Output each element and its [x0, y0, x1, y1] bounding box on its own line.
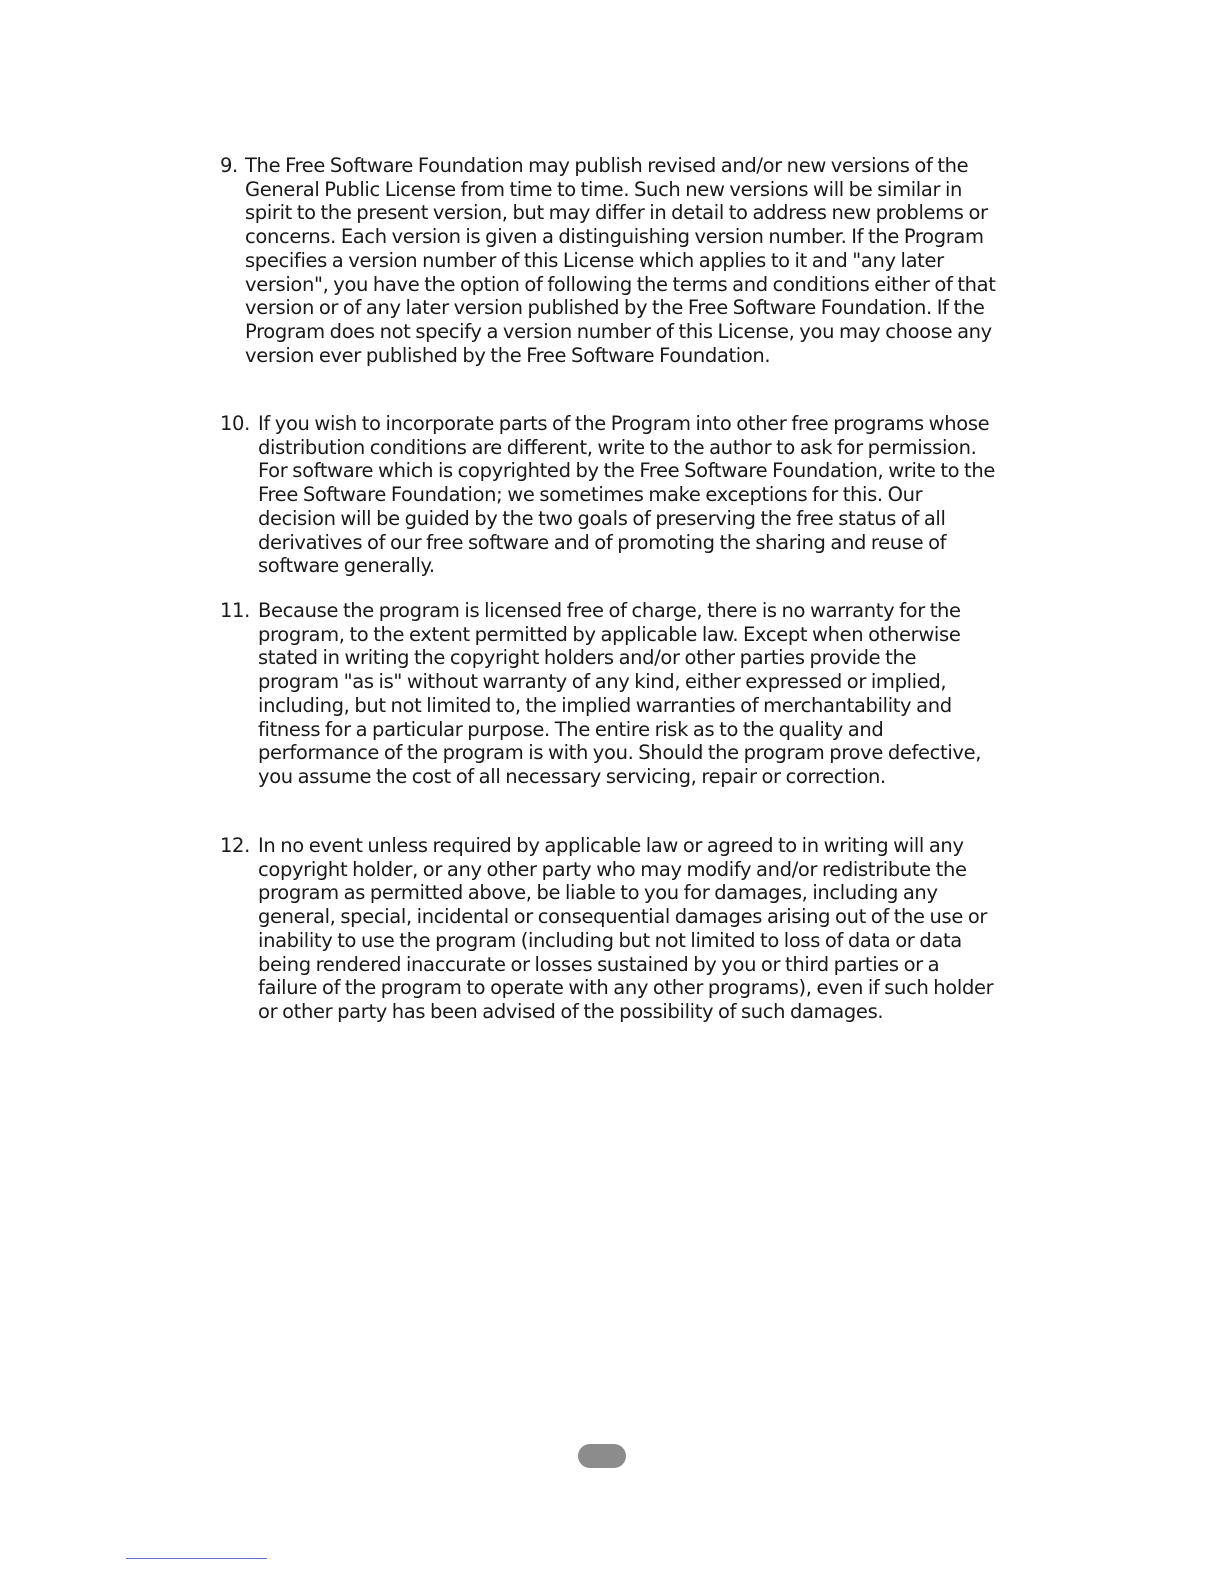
clause-11 — [220, 599, 1000, 789]
clause-9 — [220, 154, 1000, 367]
clause-10 — [220, 412, 1000, 578]
clause-number: 11. — [220, 599, 250, 622]
clause-12 — [220, 834, 1000, 1024]
clause-text: The Free Software Foundation may publish revised and/or new versions of the General Public License from time to time. Such new versions will be similar in spirit to the present version, but may differ in detail to address new problems or concerns. Each version is given a distinguishing version number. If the Program specifies a version number of this License which applies to it and "any later version", you have the option of following the terms and conditions either of that version or of any later version published by the Free Software Foundation. If the Program does not specify a version number of this License, you may choose any version ever published by the Free Software Foundation. — [245, 154, 996, 367]
clause-number: 9. — [220, 154, 238, 177]
footer-rule — [126, 1558, 267, 1559]
clause-text: If you wish to incorporate parts of the Program into other free programs whose distribution conditions are different, write to the author to ask for permission. For software which is copyrighted by the Free Software Foundation, write to the Free Software Foundation; we sometimes make exceptions for this. Our decision will be guided by the two goals of preserving the free status of all derivatives of our free software and of promoting the sharing and reuse of software generally. — [258, 412, 995, 578]
clause-text: Because the program is licensed free of charge, there is no warranty for the program, to the extent permitted by applicable law. Except when otherwise stated in writing the copyright holders and/or other parties provide the program "as is" without warranty of any kind, either expressed or implied, including, but not limited to, the implied warranties of merchantability and fitness for a particular purpose. The entire risk as to the quality and performance of the program is with you. Should the program prove defective, you assume the cost of all necessary servicing, repair or correction. — [258, 599, 982, 788]
clause-text: In no event unless required by applicable law or agreed to in writing will any copyright holder, or any other party who may modify and/or redistribute the program as permitted above, be liable to you for damages, including any general, special, incidental or consequential damages arising out of the use or inability to use the program (including but not limited to loss of data or data being rendered inaccurate or losses sustained by you or third parties or a failure of the program to operate with any other programs), even if such holder or other party has been advised of the possibility of such damages. — [258, 834, 994, 1023]
clause-number: 10. — [220, 412, 250, 435]
clause-number: 12. — [220, 834, 250, 857]
page-number-badge — [578, 1444, 626, 1468]
